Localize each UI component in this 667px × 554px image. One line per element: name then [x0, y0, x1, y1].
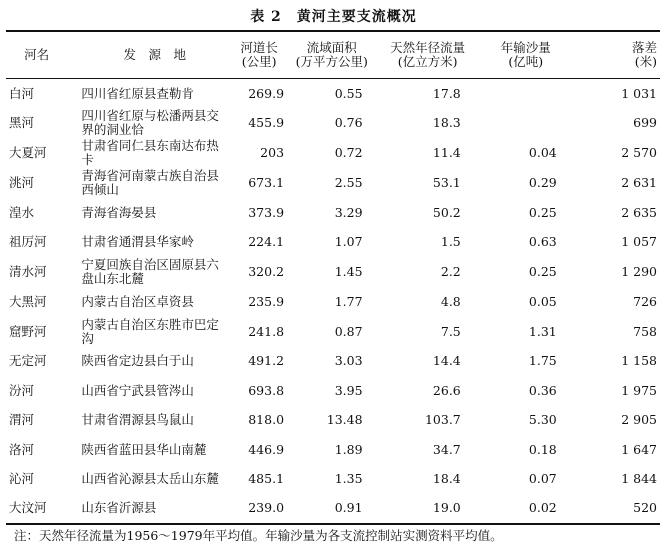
cell-river: 汾河: [9, 382, 35, 398]
header-flow: 天然年径流量 (亿立方米): [390, 40, 466, 69]
table-row: [6, 287, 660, 317]
table-row: [6, 138, 660, 168]
cell-source: 陕西省蓝田县华山南麓: [81, 441, 207, 457]
table-note: 注：天然年径流量为1956～1979年平均值。年输沙量为各支流控制站实测资料平均值。: [14, 528, 503, 543]
cell-drop: 1 057: [621, 234, 657, 250]
cell-river: 渭河: [9, 412, 35, 428]
cell-source: 甘肃省通渭县华家岭: [81, 234, 194, 250]
cell-length: 673.1: [248, 175, 285, 190]
table-row: [6, 108, 660, 138]
cell-drop: 699: [633, 115, 657, 130]
cell-flow: 7.5: [440, 323, 461, 339]
cell-flow: 4.8: [440, 293, 461, 309]
cell-river: 无定河: [9, 353, 47, 369]
table-row: [6, 435, 660, 465]
cell-length: 241.8: [248, 323, 285, 339]
cell-sediment: 5.30: [528, 412, 557, 428]
cell-sediment: 0.25: [528, 204, 557, 220]
cell-length: 485.1: [248, 471, 285, 487]
cell-river: 窟野河: [9, 323, 47, 339]
cell-sediment: 0.05: [528, 293, 557, 309]
cell-length: 455.9: [248, 115, 285, 130]
cell-flow: 18.4: [432, 471, 461, 487]
cell-area: 2.55: [334, 175, 363, 190]
table-body: [6, 79, 660, 524]
cell-source: 内蒙古自治区东胜市巴定沟: [81, 316, 219, 346]
cell-drop: 1 031: [621, 85, 657, 101]
cell-area: 1.45: [334, 264, 363, 279]
cell-river: 大汶河: [9, 500, 47, 516]
cell-sediment: 1.75: [528, 353, 557, 369]
cell-area: 1.35: [334, 471, 363, 487]
cell-flow: 18.3: [432, 115, 461, 130]
header-sediment: 年输沙量 (亿吨): [500, 40, 551, 69]
cell-source: 青海省河南蒙古族自治县西倾山: [81, 168, 219, 197]
cell-source: 甘肃省同仁县东南达布热卡: [81, 138, 219, 167]
cell-sediment: 0.63: [528, 234, 557, 250]
cell-length: 203: [260, 145, 285, 160]
cell-length: 235.9: [248, 293, 285, 309]
cell-drop: 1 158: [621, 353, 657, 369]
cell-river: 大夏河: [9, 145, 47, 160]
cell-area: 0.55: [334, 85, 363, 101]
cell-drop: 2 905: [621, 412, 657, 428]
cell-drop: 2 570: [621, 145, 657, 160]
cell-area: 0.72: [334, 145, 363, 160]
header-drop: 落差 (米): [631, 40, 657, 69]
cell-length: 239.0: [248, 500, 285, 516]
cell-flow: 11.4: [432, 145, 461, 160]
table-row: [6, 228, 660, 258]
table-row: [6, 494, 660, 524]
cell-source: 陕西省定边县白于山: [81, 353, 194, 369]
header-area: 流域面积 (万平方公里): [295, 40, 368, 69]
cell-area: 0.87: [334, 323, 363, 339]
cell-area: 3.29: [334, 204, 363, 220]
cell-flow: 34.7: [432, 441, 461, 457]
header-length: 河道长 (公里): [240, 40, 278, 69]
cell-source: 甘肃省渭源县鸟鼠山: [81, 412, 194, 428]
cell-area: 1.89: [334, 441, 363, 457]
table-row: [6, 79, 660, 109]
cell-source: 山西省宁武县管涔山: [81, 382, 194, 398]
cell-sediment: 0.07: [528, 471, 557, 487]
cell-drop: 1 290: [621, 264, 657, 279]
tributary-table: [6, 30, 660, 525]
table-header-row: [6, 31, 660, 79]
cell-length: 491.2: [248, 353, 285, 369]
cell-area: 1.77: [334, 293, 363, 309]
cell-flow: 103.7: [424, 412, 461, 428]
cell-source: 山西省沁源县太岳山东麓: [81, 471, 219, 487]
cell-area: 0.91: [334, 500, 363, 516]
cell-source: 内蒙古自治区卓资县: [81, 293, 194, 309]
cell-sediment: 0.18: [528, 441, 557, 457]
cell-flow: 50.2: [432, 204, 461, 220]
cell-length: 373.9: [248, 204, 285, 220]
table-row: [6, 198, 660, 228]
cell-river: 洛河: [9, 441, 35, 457]
cell-drop: 2 631: [621, 175, 657, 190]
cell-flow: 19.0: [432, 500, 461, 516]
cell-source: 青海省海晏县: [81, 204, 157, 220]
cell-area: 3.95: [334, 382, 363, 398]
table-row: [6, 465, 660, 495]
cell-drop: 520: [633, 500, 657, 516]
cell-sediment: 0.29: [528, 175, 557, 190]
cell-flow: 26.6: [432, 382, 461, 398]
cell-sediment: 0.04: [528, 145, 557, 160]
cell-river: 清水河: [9, 264, 47, 279]
cell-flow: 14.4: [432, 353, 461, 369]
table-row: [6, 406, 660, 436]
cell-area: 1.07: [334, 234, 363, 250]
cell-river: 祖厉河: [9, 234, 47, 250]
cell-area: 3.03: [334, 353, 363, 369]
cell-length: 269.9: [248, 85, 285, 101]
cell-sediment: 0.25: [528, 264, 557, 279]
table-title: 表 2 黄河主要支流概况: [250, 9, 417, 25]
table-row: [6, 376, 660, 406]
table-row: [6, 257, 660, 287]
cell-source: 山东省沂源县: [81, 500, 157, 516]
table-row: [6, 168, 660, 198]
cell-area: 0.76: [334, 115, 363, 130]
cell-river: 黑河: [9, 115, 35, 130]
cell-flow: 1.5: [440, 234, 461, 250]
cell-area: 13.48: [326, 412, 363, 428]
cell-sediment: 1.31: [528, 323, 557, 339]
cell-length: 693.8: [248, 382, 285, 398]
cell-drop: 726: [633, 293, 657, 309]
cell-source: 宁夏回族自治区固原县六盘山东北麓: [81, 257, 219, 286]
cell-length: 224.1: [248, 234, 285, 250]
cell-river: 洮河: [9, 175, 35, 190]
cell-drop: 1 844: [621, 471, 657, 487]
cell-length: 446.9: [248, 441, 285, 457]
cell-flow: 53.1: [432, 175, 461, 190]
cell-drop: 1 975: [621, 382, 657, 398]
cell-drop: 1 647: [621, 441, 657, 457]
cell-river: 湟水: [9, 204, 35, 220]
cell-length: 320.2: [248, 264, 285, 279]
cell-flow: 2.2: [440, 264, 461, 279]
cell-river: 白河: [9, 85, 35, 101]
cell-flow: 17.8: [432, 85, 461, 101]
cell-sediment: 0.36: [528, 382, 557, 398]
cell-drop: 2 635: [621, 204, 657, 220]
cell-river: 沁河: [9, 471, 35, 487]
cell-source: 四川省红原与松潘两县交界的洞业恰: [81, 108, 219, 137]
header-source: 发 源 地: [123, 47, 186, 62]
cell-sediment: 0.02: [528, 500, 557, 516]
cell-sediment: [479, 108, 573, 138]
cell-length: 818.0: [248, 412, 285, 428]
cell-sediment: [479, 79, 573, 109]
header-river: 河名: [24, 47, 50, 62]
cell-river: 大黑河: [9, 293, 47, 309]
table-row: [6, 347, 660, 377]
table-row: [6, 317, 660, 347]
cell-drop: 758: [633, 323, 657, 339]
cell-source: 四川省红原县查勒肯: [81, 85, 194, 101]
